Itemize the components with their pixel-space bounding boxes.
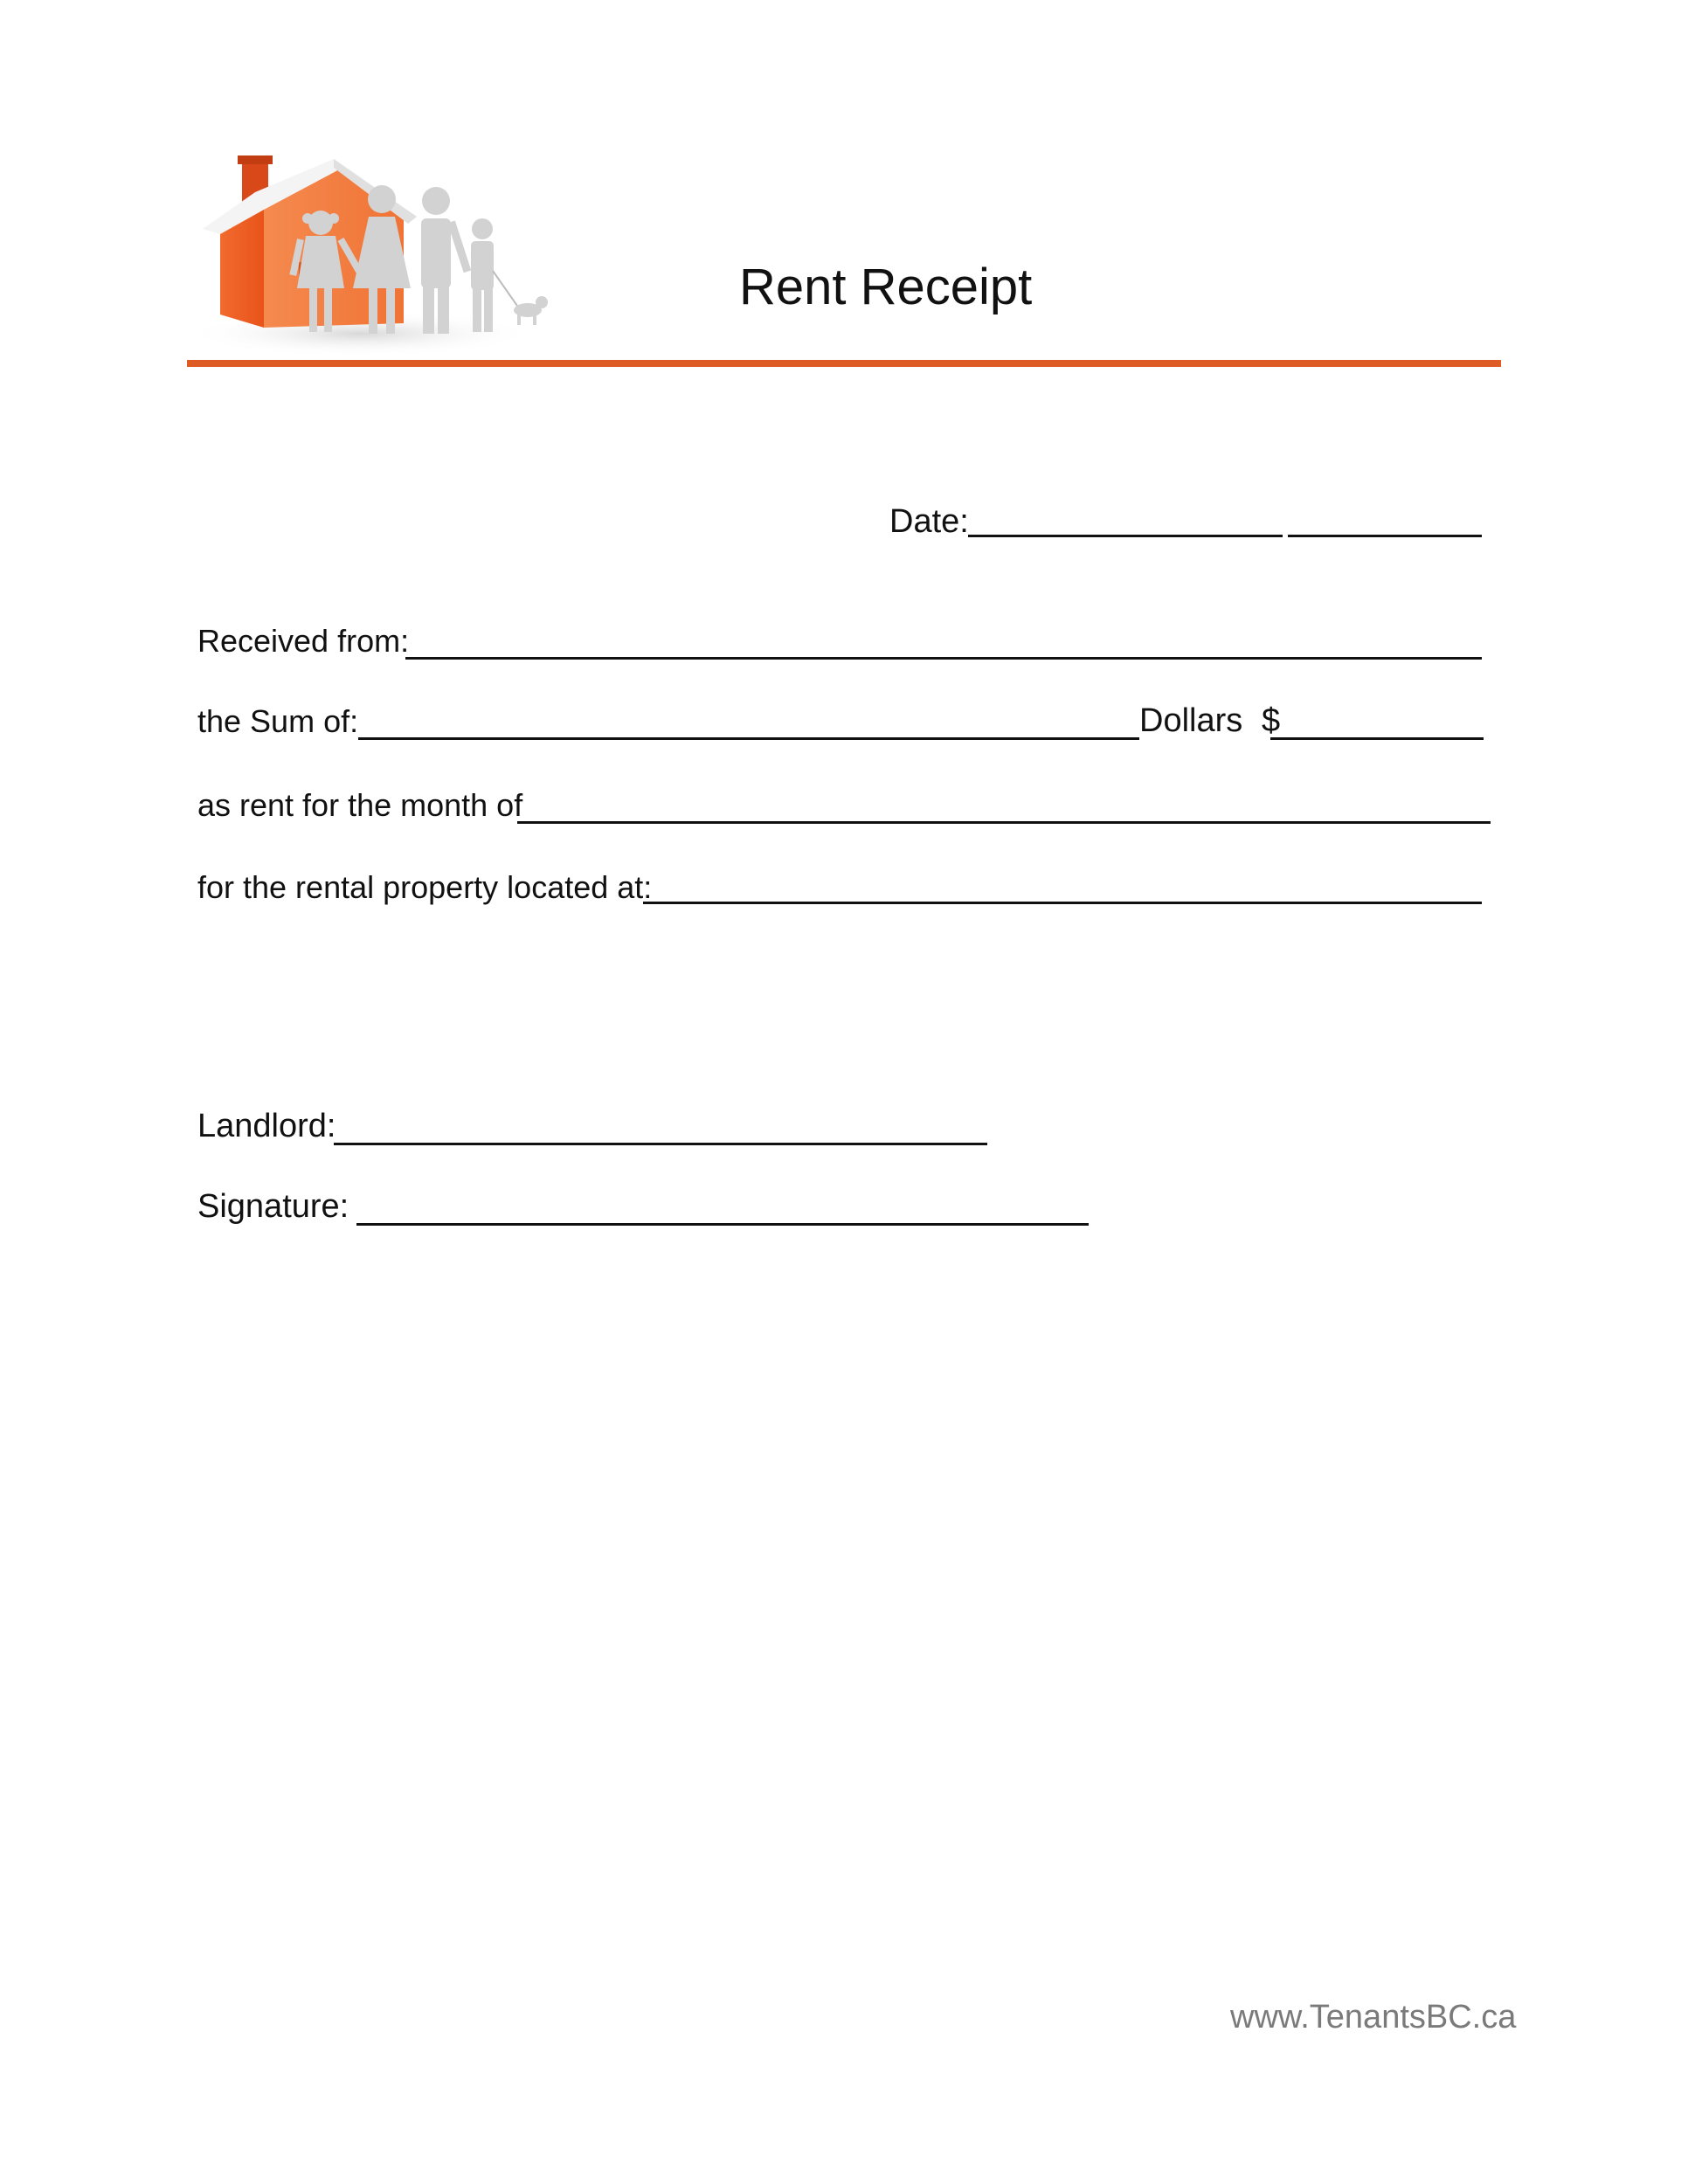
property-label: for the rental property located at: xyxy=(197,869,653,905)
page-title: Rent Receipt xyxy=(739,259,1033,315)
date-field-extra[interactable] xyxy=(1288,535,1482,537)
date-label: Date: xyxy=(889,503,969,540)
header-divider xyxy=(187,360,1501,367)
house-family-icon xyxy=(185,149,570,358)
landlord-label: Landlord: xyxy=(197,1108,336,1144)
landlord-field[interactable] xyxy=(334,1143,987,1145)
currency-symbol: $ xyxy=(1262,702,1281,739)
signature-label: Signature: xyxy=(197,1188,349,1225)
footer-website: www.TenantsBC.ca xyxy=(1230,1999,1517,2035)
month-field[interactable] xyxy=(517,821,1491,824)
signature-field[interactable] xyxy=(356,1223,1089,1226)
dollars-label: Dollars xyxy=(1139,702,1243,739)
amount-field[interactable] xyxy=(1270,737,1484,740)
sum-label: the Sum of: xyxy=(197,703,359,739)
sum-in-words-field[interactable] xyxy=(358,737,1139,740)
date-field[interactable] xyxy=(968,535,1283,537)
received-from-label: Received from: xyxy=(197,623,410,659)
received-from-field[interactable] xyxy=(405,657,1482,660)
month-label: as rent for the month of xyxy=(197,787,523,823)
property-address-field[interactable] xyxy=(643,902,1482,904)
